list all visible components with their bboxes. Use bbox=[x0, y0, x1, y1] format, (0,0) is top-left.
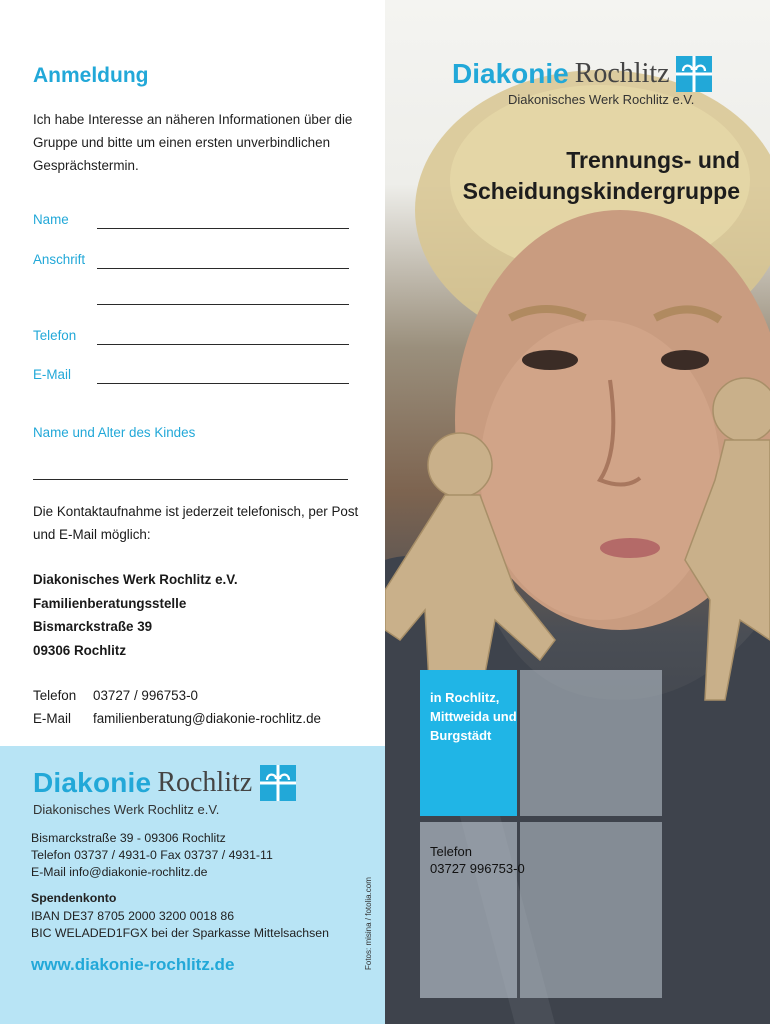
location-line-2: Mittweida und bbox=[430, 709, 517, 724]
contact-org: Diakonisches Werk Rochlitz e.V. bbox=[33, 572, 238, 587]
footer-logo bbox=[33, 765, 296, 801]
address-input-line-2[interactable] bbox=[97, 304, 349, 305]
contact-city: 09306 Rochlitz bbox=[33, 642, 127, 658]
header-logo-subtitle: Diakonisches Werk Rochlitz e.V. bbox=[508, 92, 695, 107]
footer-logo-subtitle: Diakonisches Werk Rochlitz e.V. bbox=[33, 802, 220, 817]
locations-text bbox=[430, 688, 517, 745]
contact-details bbox=[33, 684, 321, 730]
email-label: E-Mail bbox=[33, 367, 71, 382]
child-input-line[interactable] bbox=[33, 479, 348, 480]
diakonie-cross-logo-icon bbox=[260, 765, 296, 801]
contact-phone-label: Telefon bbox=[33, 688, 77, 703]
diakonie-cross-logo-icon bbox=[676, 56, 712, 92]
contact-phone-value: 03727 / 996753-0 bbox=[93, 688, 198, 703]
footer-logo-place: Rochlitz bbox=[157, 767, 253, 798]
bank-details bbox=[31, 908, 329, 942]
contact-street: Bismarckstraße 39 bbox=[33, 619, 153, 634]
cover-title-line-1: Trennungs- und bbox=[566, 147, 740, 173]
footer-email-line: E-Mail info@diakonie-rochlitz.de bbox=[31, 865, 208, 879]
cover-phone-value: 03727 996753-0 bbox=[430, 861, 525, 876]
cover-title bbox=[463, 145, 740, 207]
form-title: Anmeldung bbox=[33, 64, 149, 87]
bank-iban: IBAN DE37 8705 2000 3200 0018 86 bbox=[31, 909, 235, 923]
contact-email-value: familienberatung@diakonie-rochlitz.de bbox=[93, 711, 321, 726]
bank-title: Spendenkonto bbox=[31, 891, 117, 905]
contact-dept: Familienberatungsstelle bbox=[33, 595, 187, 611]
location-line-1: in Rochlitz, bbox=[430, 690, 500, 705]
location-line-3: Burgstädt bbox=[430, 728, 492, 743]
header-logo-place: Rochlitz bbox=[574, 58, 670, 89]
cover-title-line-2: Scheidungskindergruppe bbox=[462, 178, 740, 204]
contact-note: Die Kontaktaufnahme ist jederzeit telefonisch, per Post und E-Mail möglich: bbox=[33, 504, 359, 542]
phone-label: Telefon bbox=[33, 328, 77, 343]
child-label: Name und Alter des Kindes bbox=[33, 425, 196, 440]
window-pane-bottom-right bbox=[520, 822, 662, 998]
cover-phone bbox=[430, 843, 525, 877]
address-input-line-1[interactable] bbox=[97, 268, 349, 269]
footer-address-line: Bismarckstraße 39 - 09306 Rochlitz bbox=[31, 831, 226, 845]
address-label: Anschrift bbox=[33, 252, 86, 267]
header-logo bbox=[452, 56, 712, 92]
contact-email-label: E-Mail bbox=[33, 711, 71, 726]
window-pane-top-right bbox=[520, 670, 662, 816]
cover-phone-label: Telefon bbox=[430, 844, 472, 859]
photo-credit: Fotos: misina / fotolia.com bbox=[364, 877, 373, 970]
form-intro: Ich habe Interesse an näheren Informationen über die Gruppe und bitte um einen ersten unverbindlichen Gesprächstermin. bbox=[33, 112, 353, 173]
name-input-line[interactable] bbox=[97, 228, 349, 229]
phone-input-line[interactable] bbox=[97, 344, 349, 345]
name-label: Name bbox=[33, 212, 69, 227]
footer-address bbox=[31, 830, 273, 881]
contact-address bbox=[33, 568, 238, 662]
header-logo-brand: Diakonie bbox=[452, 58, 569, 89]
footer-phone-line: Telefon 03737 / 4931-0 Fax 03737 / 4931-11 bbox=[31, 848, 273, 862]
website-link[interactable]: www.diakonie-rochlitz.de bbox=[31, 955, 235, 974]
email-input-line[interactable] bbox=[97, 383, 349, 384]
footer-logo-brand: Diakonie bbox=[33, 767, 152, 798]
bank-bic: BIC WELADED1FGX bei der Sparkasse Mittelsachsen bbox=[31, 926, 329, 940]
